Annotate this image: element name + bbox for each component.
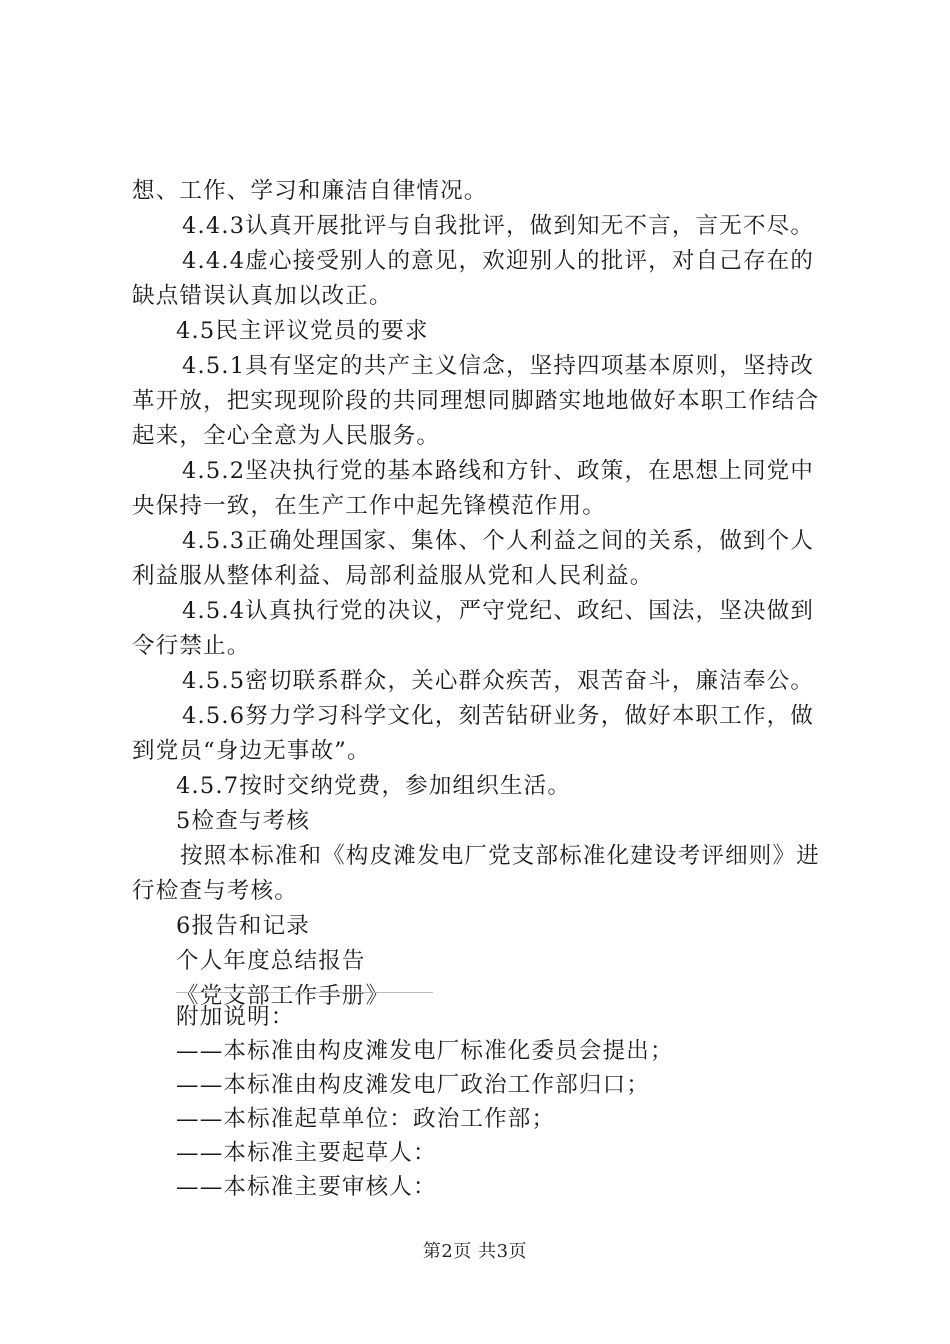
- section-heading-5: 5检查与考核: [176, 808, 311, 834]
- clause-4-4-4: 4.4.4虚心接受别人的意见，欢迎别人的批评，对自己存在的缺点错误认真加以改正。: [132, 248, 815, 309]
- clause-4-5-5: 4.5.5密切联系群众，关心群众疾苦，艰苦奋斗，廉洁奉公。: [182, 668, 815, 694]
- notes-divider: [176, 992, 433, 993]
- note-item: ——本标准由构皮滩发电厂标准化委员会提出；: [176, 1038, 674, 1064]
- note-item: ——本标准起草单位：政治工作部；: [176, 1106, 556, 1132]
- notes-title: 附加说明：: [176, 1004, 295, 1030]
- clause-4-5-6: 4.5.6努力学习科学文化，刻苦钻研业务，做好本职工作，做到党员“身边无事故”。: [132, 703, 815, 764]
- paragraph-continuation: 想、工作、学习和廉洁自律情况。: [132, 178, 488, 204]
- section-heading-6: 6报告和记录: [176, 913, 311, 939]
- record-item: 《党支部工作手册》: [176, 983, 390, 1009]
- additional-notes: [176, 1000, 776, 1204]
- note-item: ——本标准主要起草人：: [176, 1140, 437, 1166]
- note-item: ——本标准由构皮滩发电厂政治工作部归口；: [176, 1072, 651, 1098]
- section-heading-4-5: 4.5民主评议党员的要求: [176, 318, 429, 344]
- clause-4-5-3: 4.5.3正确处理国家、集体、个人利益之间的关系，做到个人利益服从整体利益、局部利益服从党和人民利益。: [132, 528, 815, 589]
- clause-4-5-2: 4.5.2坚决执行党的基本路线和方针、政策，在思想上同党中央保持一致，在生产工作中起先锋模范作用。: [132, 458, 815, 519]
- clause-4-4-3: 4.4.3认真开展批评与自我批评，做到知无不言，言无不尽。: [182, 213, 815, 239]
- page-number-footer: 第2页 共3页: [422, 1241, 528, 1262]
- record-item: 个人年度总结报告: [176, 948, 366, 974]
- note-item: ——本标准主要审核人：: [176, 1174, 437, 1200]
- section-5-text: 按照本标准和《构皮滩发电厂党支部标准化建设考评细则》进行检查与考核。: [132, 843, 820, 904]
- clause-4-5-4: 4.5.4认真执行党的决议，严守党纪、政纪、国法，坚决做到令行禁止。: [132, 598, 815, 659]
- clause-4-5-1: 4.5.1具有坚定的共产主义信念，坚持四项基本原则，坚持改革开放，把实现现阶段的共同理想同脚踏实地地做好本职工作结合起来，全心全意为人民服务。: [132, 353, 820, 449]
- document-body: [132, 174, 832, 1014]
- clause-4-5-7: 4.5.7按时交纳党费，参加组织生活。: [176, 773, 572, 799]
